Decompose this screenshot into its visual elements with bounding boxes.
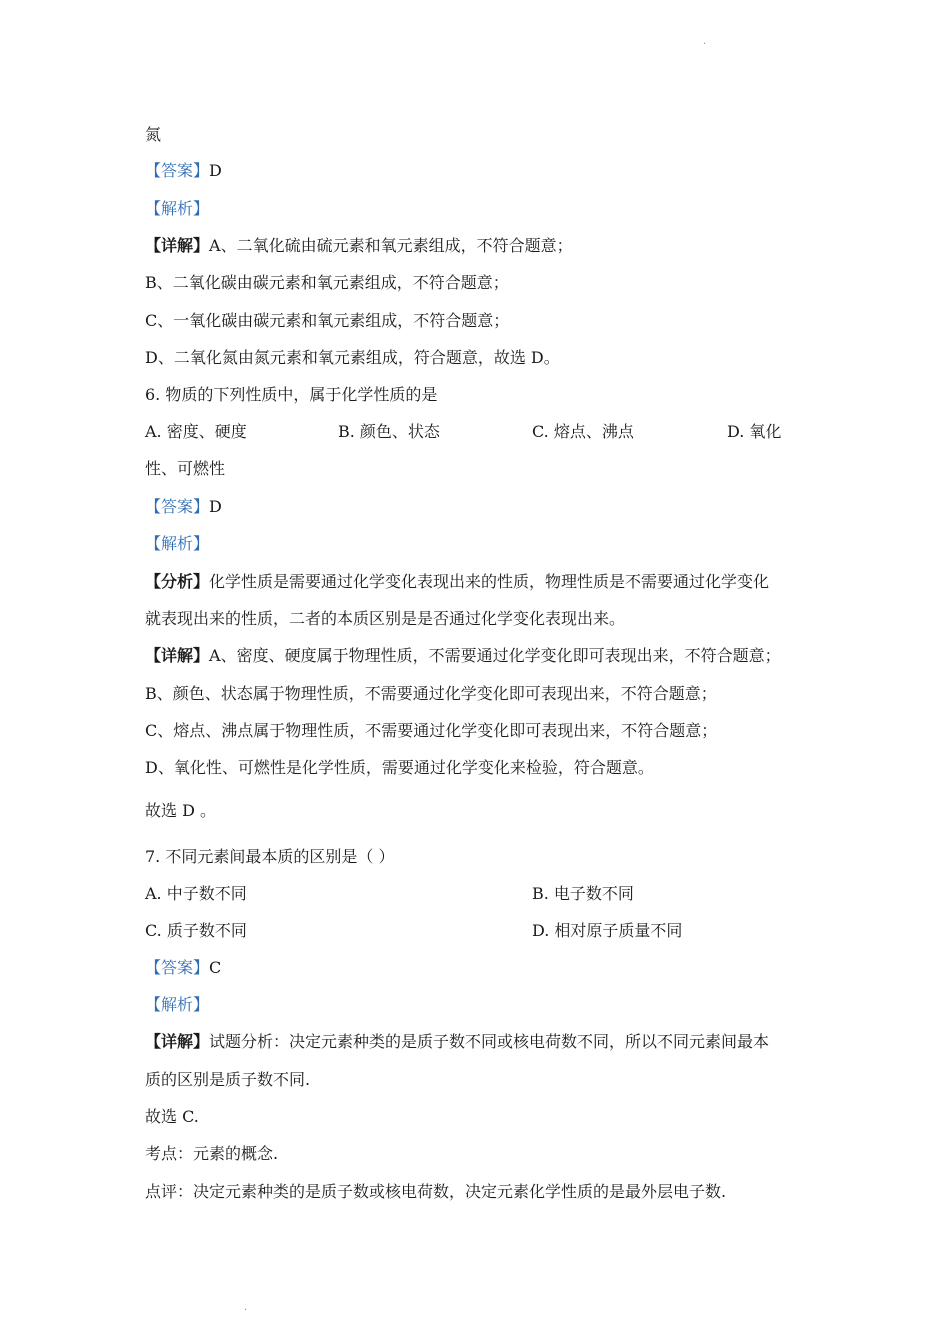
- q6-detail-line-b: B、颜色、状态属于物理性质，不需要通过化学变化即可表现出来，不符合题意；: [145, 684, 717, 703]
- q7-option-b: B. 电子数不同: [532, 884, 634, 903]
- q7-kaodian: 考点：元素的概念.: [145, 1144, 279, 1163]
- q7-conclusion: 故选 C.: [145, 1107, 199, 1126]
- q5-detail-line-b: B、二氧化碳由碳元素和氧元素组成，不符合题意；: [145, 273, 509, 292]
- nitrogen-option-continuation: 氮: [145, 125, 162, 144]
- q7-dianping: 点评：决定元素种类的是质子数或核电荷数，决定元素化学性质的是最外层电子数.: [145, 1182, 727, 1201]
- q5-analysis-line: [145, 198, 209, 220]
- fenxi-text: 化学性质是需要通过化学变化表现出来的性质，物理性质是不需要通过化学变化: [209, 572, 770, 591]
- q6-detail-line-c: C、熔点、沸点属于物理性质，不需要通过化学变化即可表现出来，不符合题意；: [145, 721, 718, 740]
- answer-tag: 【答案】: [145, 958, 210, 977]
- q6-answer-line: [145, 496, 222, 518]
- detail-text: A、密度、硬度属于物理性质，不需要通过化学变化即可表现出来，不符合题意；: [209, 646, 781, 665]
- q5-detail-line-c: C、一氧化碳由碳元素和氧元素组成，不符合题意；: [145, 311, 510, 330]
- q7-detail-line-1: [145, 1031, 769, 1053]
- q7-answer-line: [145, 957, 221, 979]
- answer-value: C: [209, 958, 222, 977]
- q6-detail-line-d: D、氧化性、可燃性是化学性质，需要通过化学变化来检验，符合题意。: [145, 758, 654, 777]
- q6-option-d: D. 氧化: [727, 422, 782, 441]
- q6-option-c: C. 熔点、沸点: [532, 422, 634, 441]
- q5-detail-line-a: [145, 235, 573, 257]
- top-dot-mark: ·: [703, 39, 707, 50]
- q7-detail-line-2: 质的区别是质子数不同.: [145, 1070, 311, 1089]
- q6-stem: 6. 物质的下列性质中，属于化学性质的是: [145, 385, 438, 404]
- q7-option-d: D. 相对原子质量不同: [532, 921, 683, 940]
- q6-option-a: A. 密度、硬度: [145, 422, 247, 441]
- detail-text: A、二氧化硫由硫元素和氧元素组成，不符合题意；: [209, 236, 573, 255]
- answer-value: D: [209, 497, 222, 516]
- analysis-tag: 【解析】: [145, 995, 210, 1014]
- q7-option-c: C. 质子数不同: [145, 921, 247, 940]
- q6-fenxi-line-1: [145, 571, 769, 593]
- q6-detail-line-a: [145, 645, 781, 667]
- detail-tag: 【详解】: [145, 646, 210, 665]
- detail-tag: 【详解】: [145, 1032, 210, 1051]
- answer-value: D: [209, 161, 222, 180]
- q6-option-d-continuation: 性、可燃性: [145, 459, 226, 478]
- answer-tag: 【答案】: [145, 497, 210, 516]
- q6-conclusion: 故选 D 。: [145, 801, 217, 820]
- fenxi-tag: 【分析】: [145, 572, 210, 591]
- q7-stem: 7. 不同元素间最本质的区别是（ ）: [145, 847, 395, 866]
- detail-tag: 【详解】: [145, 236, 210, 255]
- q7-option-a: A. 中子数不同: [145, 884, 247, 903]
- q6-fenxi-line-2: 就表现出来的性质，二者的本质区别是是否通过化学变化表现出来。: [145, 609, 626, 628]
- detail-text: 试题分析：决定元素种类的是质子数不同或核电荷数不同，所以不同元素间最本: [209, 1032, 770, 1051]
- q5-answer-line: [145, 160, 222, 182]
- analysis-tag: 【解析】: [145, 534, 210, 553]
- q6-analysis-line: [145, 533, 209, 555]
- q6-option-b: B. 颜色、状态: [338, 422, 440, 441]
- analysis-tag: 【解析】: [145, 199, 210, 218]
- q5-detail-line-d: D、二氧化氮由氮元素和氧元素组成，符合题意，故选 D。: [145, 348, 560, 367]
- answer-tag: 【答案】: [145, 161, 210, 180]
- bottom-dot-mark: ·: [244, 1305, 248, 1316]
- q7-analysis-line: [145, 994, 209, 1016]
